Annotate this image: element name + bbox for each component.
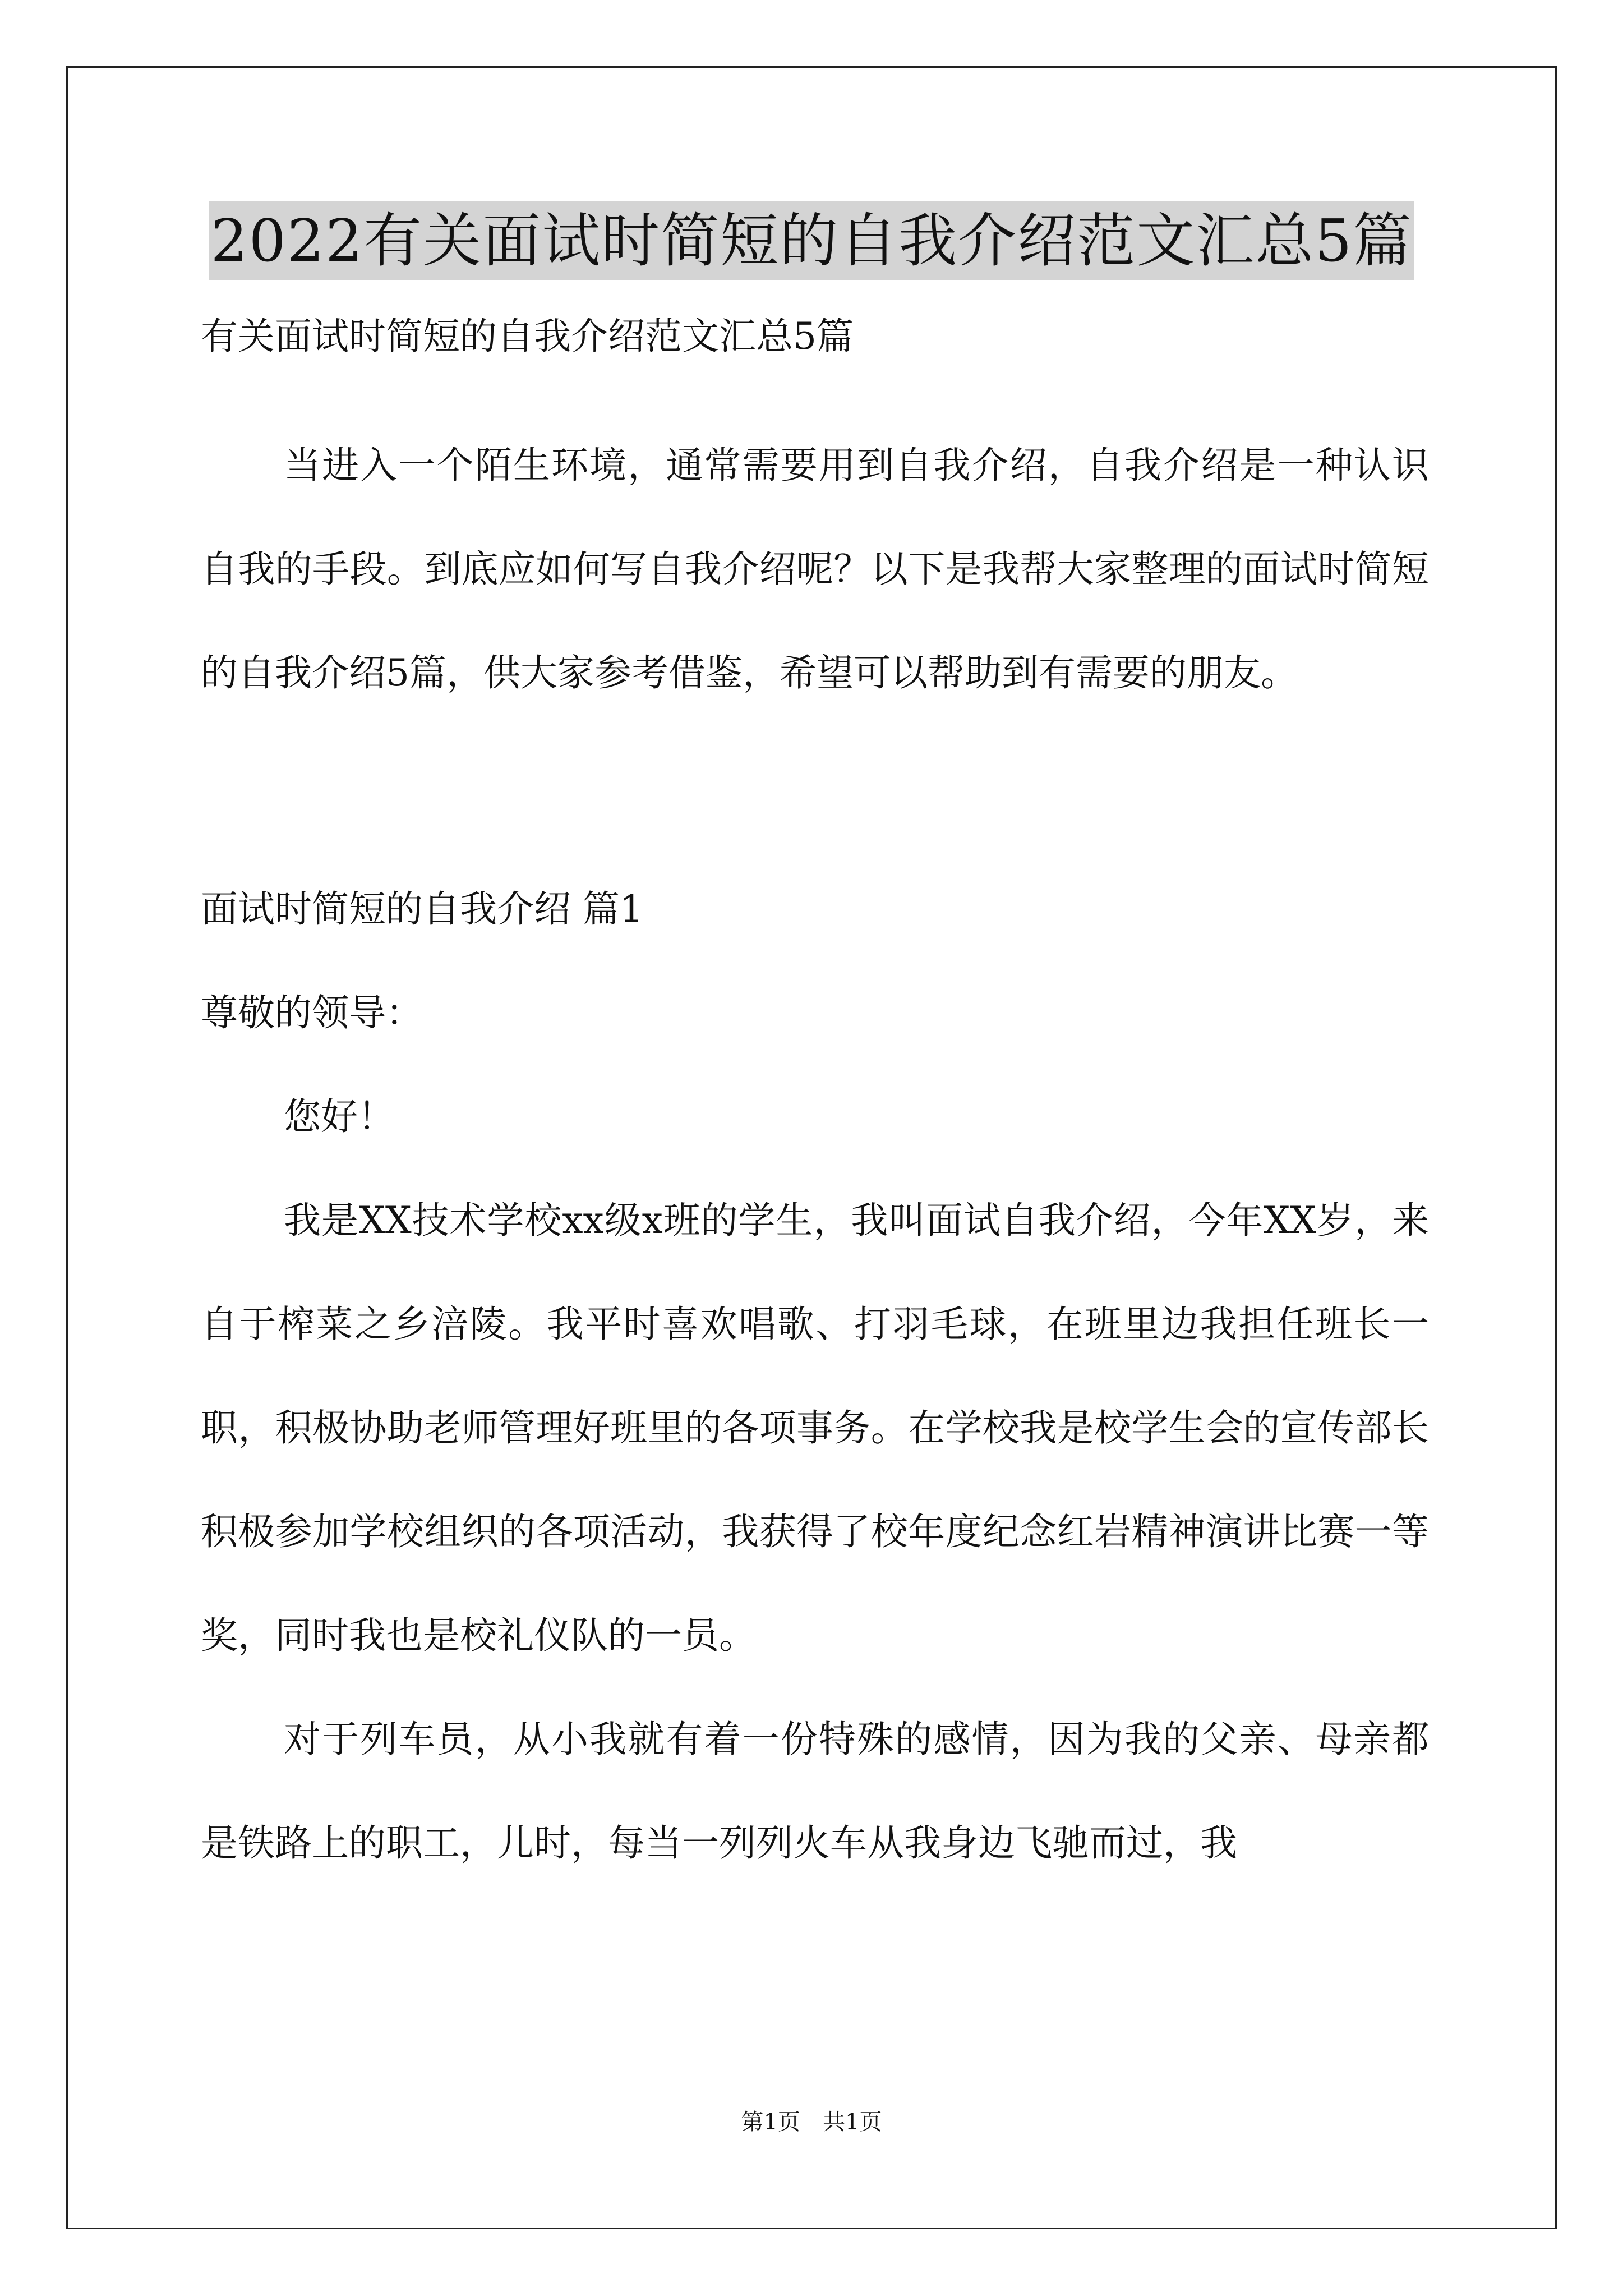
page-footer: 第1页 共1页 bbox=[741, 2109, 882, 2135]
body-paragraph-1: 我是XX技术学校xx级x班的学生，我叫面试自我介绍，今年XX岁，来自于榨菜之乡涪陵。我平时喜欢唱歌、打羽毛球，在班里边我担任班长一职，积极协助老师管理好班里的各项事务。在学校我是校学生会的宣传部长积极参加学校组织的各项活动，我获得了校年度纪念红岩精神演讲比赛一等奖，同时我也是校礼仪队的一员。 bbox=[201, 1199, 1429, 1657]
greeting: 您好！ bbox=[284, 1095, 395, 1138]
salutation: 尊敬的领导： bbox=[201, 991, 423, 1034]
document-subtitle: 有关面试时简短的自我介绍范文汇总5篇 bbox=[201, 315, 854, 358]
body-paragraph-2: 对于列车员，从小我就有着一份特殊的感情，因为我的父亲、母亲都是铁路上的职工，儿时，每当一列列火车从我身边飞驰而过，我 bbox=[201, 1718, 1429, 1865]
intro-paragraph: 当进入一个陌生环境，通常需要用到自我介绍，自我介绍是一种认识自我的手段。到底应如何写自我介绍呢？以下是我帮大家整理的面试时简短的自我介绍5篇，供大家参考借鉴，希望可以帮助到有需要的朋友。 bbox=[201, 444, 1429, 694]
section-heading: 面试时简短的自我介绍 篇1 bbox=[201, 887, 643, 931]
document-title: 2022有关面试时简短的自我介绍范文汇总5篇 bbox=[209, 201, 1415, 280]
title-container bbox=[0, 201, 1623, 280]
document-body bbox=[201, 314, 1429, 1895]
